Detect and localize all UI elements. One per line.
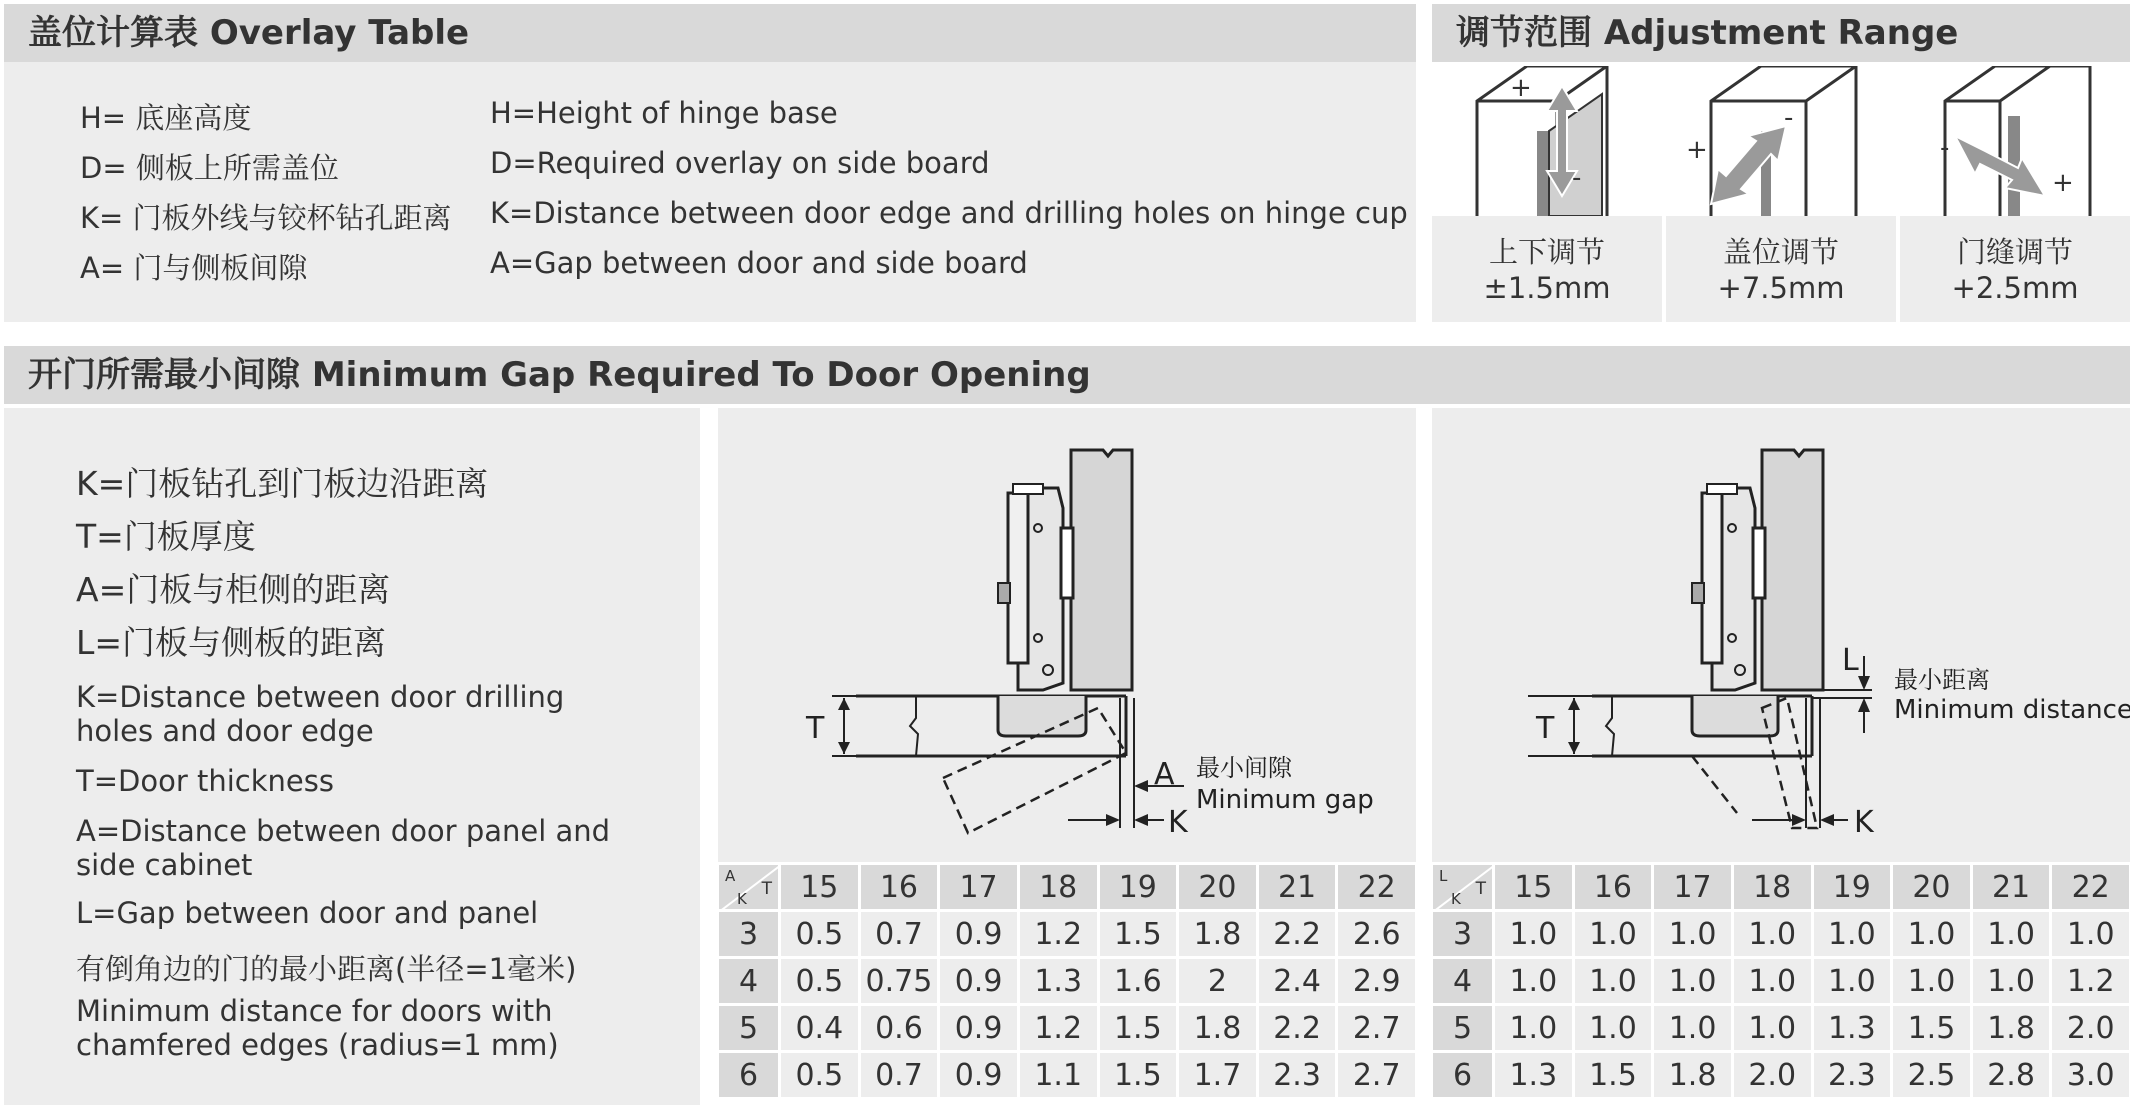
dim-a-label: A [1154,757,1175,792]
overlay-def-cn-d: D= 侧板上所需盖位 [80,151,339,185]
table-a-t-header: 20 [1178,864,1258,911]
table-l-t-header: 15 [1494,864,1574,911]
minimum-distance-table [1430,862,2132,1100]
adjustment-vertical [1432,66,1662,322]
table-row: 4 1.0 1.0 1.0 1.0 1.0 1.0 1.0 1.2 [1432,958,2131,1005]
adjustment-gap-value: +2.5mm [1951,271,2079,305]
svg-text:-: - [1940,133,1950,163]
table-a-t-header: 18 [1018,864,1098,911]
minimum-distance-diagram [1432,408,2130,864]
min-distance-cn: 最小距离 [1894,666,1990,694]
svg-text:-: - [1572,163,1582,193]
table-row: 5 0.4 0.6 0.9 1.2 1.5 1.8 2.2 2.7 [718,1005,1417,1052]
min-distance-en: Minimum distance [1894,695,2130,725]
overlay-def-cn-a: A= 门与侧板间隙 [80,251,308,285]
overlay-adjust-icon [1666,66,1896,216]
legend-en-l: L=Gap between door and panel [76,896,539,930]
minimum-gap-legend [76,458,676,1078]
table-a-t-header: 21 [1257,864,1337,911]
legend-en-a: A=Distance between door panel and side cabinet [76,814,611,882]
overlay-def-cn-h: H= 底座高度 [80,101,252,135]
table-a-t-header: 17 [939,864,1019,911]
overlay-table-title: 盖位计算表 Overlay Table [4,4,1416,62]
hinge-gap-drawing [718,408,1416,864]
minimum-gap-table [716,862,1418,1100]
vertical-adjust-icon [1432,66,1662,216]
overlay-def-cn-k: K= 门板外线与铰杯钻孔距离 [80,201,452,235]
table-l-corner: L T K [1432,864,1494,911]
adjustment-gap [1900,66,2130,322]
svg-text:+: + [1510,73,1532,103]
adjustment-overlay-label: 盖位调节 [1722,235,1839,269]
legend-chamfer-en: Minimum distance for doors with chamfered edges (radius=1 mm) [76,994,559,1062]
minimum-gap-title: 开门所需最小间隙 Minimum Gap Required To Door Opening [4,346,2130,404]
table-a-t-header: 19 [1098,864,1178,911]
overlay-def-en-h: H=Height of hinge base [490,96,838,130]
adjustment-vertical-value: ±1.5mm [1483,271,1611,305]
min-gap-en: Minimum gap [1196,785,1374,815]
svg-text:+: + [2052,168,2074,198]
legend-cn-a: A=门板与柜侧的距离 [76,570,391,609]
legend-en-t: T=Door thickness [76,764,334,798]
minimum-gap-diagram [718,408,1416,864]
table-l-t-header: 21 [1971,864,2051,911]
adjustment-overlay-value: +7.5mm [1717,271,1845,305]
dim-k-label-2: K [1854,805,1874,840]
table-row: 5 1.0 1.0 1.0 1.0 1.3 1.5 1.8 2.0 [1432,1005,2131,1052]
overlay-def-en-d: D=Required overlay on side board [490,146,990,180]
gap-adjust-icon [1900,66,2130,216]
adjustment-range-title: 调节范围 Adjustment Range [1432,4,2130,62]
table-a-t-header: 22 [1337,864,1417,911]
legend-en-k: K=Distance between door drilling holes and door edge [76,680,565,748]
table-l-t-header: 17 [1653,864,1733,911]
legend-cn-k: K=门板钻孔到门板边沿距离 [76,464,489,503]
table-row: 3 1.0 1.0 1.0 1.0 1.0 1.0 1.0 1.0 [1432,911,2131,958]
legend-chamfer-cn: 有倒角边的门的最小距离(半径=1毫米) [76,952,577,986]
table-a-t-header: 15 [780,864,860,911]
table-row: 4 0.5 0.75 0.9 1.3 1.6 2 2.4 2.9 [718,958,1417,1005]
table-l-t-header: 16 [1573,864,1653,911]
legend-cn-l: L=门板与侧板的距离 [76,623,387,662]
dim-t-label: T [806,711,825,746]
table-l-t-header: 22 [2051,864,2131,911]
adjustment-gap-label: 门缝调节 [1956,235,2073,269]
table-l-t-header: 19 [1812,864,1892,911]
svg-text:+: + [1686,135,1708,165]
table-row: 3 0.5 0.7 0.9 1.2 1.5 1.8 2.2 2.6 [718,911,1417,958]
dim-l-label: L [1842,643,1859,678]
overlay-def-en-k: K=Distance between door edge and drilling holes on hinge cup [490,196,1408,230]
table-l-t-header: 20 [1892,864,1972,911]
hinge-distance-drawing [1432,408,2130,864]
table-l-t-header: 18 [1732,864,1812,911]
dim-t-label-2: T [1536,711,1555,746]
svg-text:-: - [1784,103,1794,133]
adjustment-vertical-label: 上下调节 [1488,235,1605,269]
table-row: 6 1.3 1.5 1.8 2.0 2.3 2.5 2.8 3.0 [1432,1052,2131,1099]
table-a-t-header: 16 [859,864,939,911]
dim-k-label: K [1168,805,1188,840]
table-a-corner: A T K [718,864,780,911]
min-gap-cn: 最小间隙 [1196,754,1292,782]
overlay-def-en-a: A=Gap between door and side board [490,246,1028,280]
legend-cn-t: T=门板厚度 [76,517,256,556]
adjustment-overlay [1666,66,1896,322]
table-row: 6 0.5 0.7 0.9 1.1 1.5 1.7 2.3 2.7 [718,1052,1417,1099]
